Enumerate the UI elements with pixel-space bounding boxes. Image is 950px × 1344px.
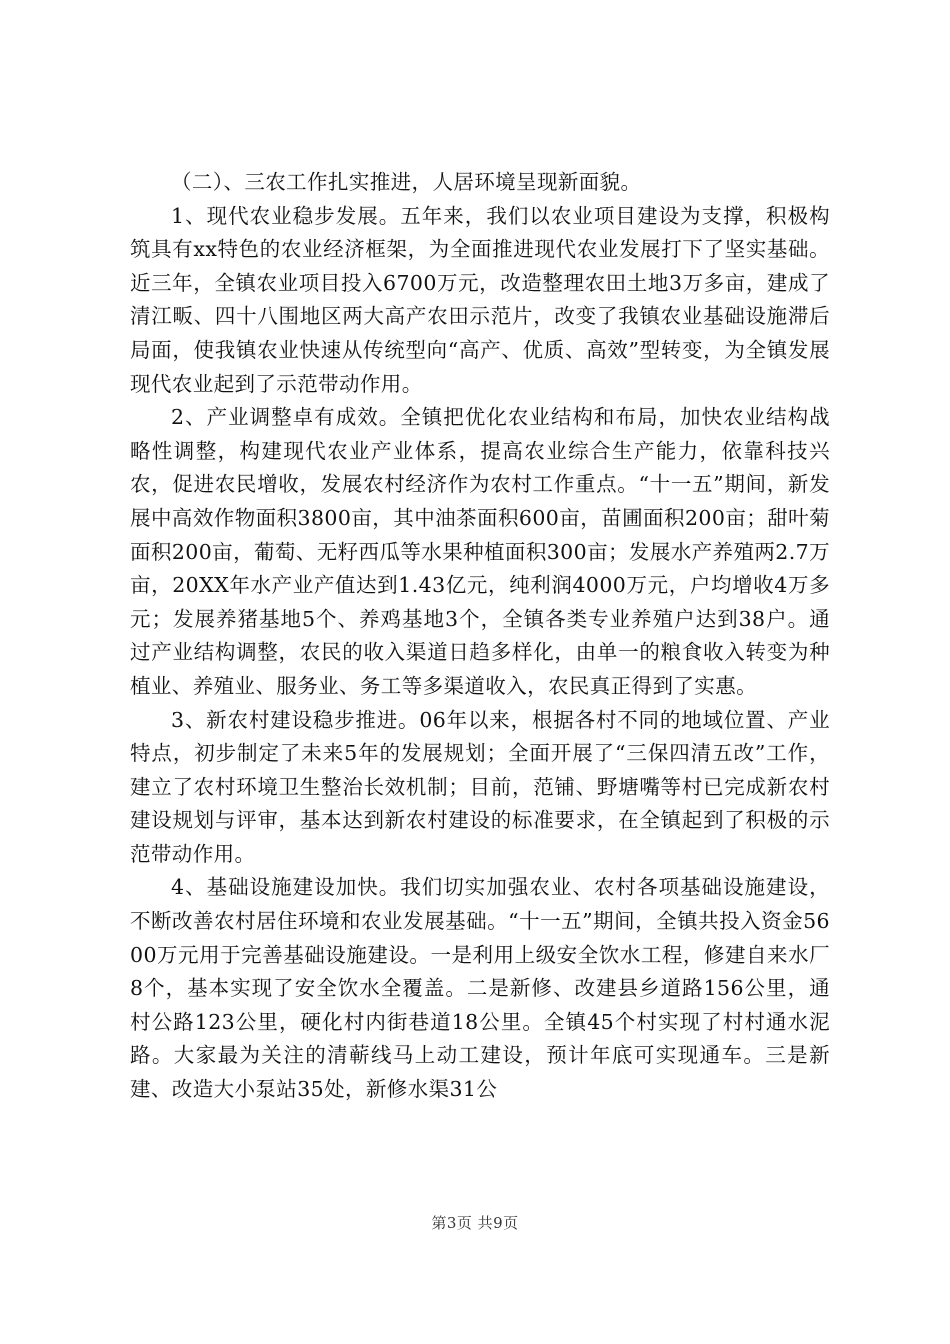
paragraph-modern-agriculture: 1、现代农业稳步发展。五年来，我们以农业项目建设为支撑，积极构筑具有xx特色的农业经济框架，为全面推进现代农业发展打下了坚实基础。近三年，全镇农业项目投入6700万元，改造整理农田土地3万多亩，建成了清江畈、四十八围地区两大高产农田示范片，改变了我镇农业基础设施滞后局面，使我镇农业快速从传统型向“高产、优质、高效”型转变，为全镇发展现代农业起到了示范带动作用。 (130, 203, 830, 396)
page-number-footer: 第3页 共9页 (431, 1214, 519, 1232)
paragraph-infrastructure: 4、基础设施建设加快。我们切实加强农业、农村各项基础设施建设，不断改善农村居住环境和农业发展基础。“十一五”期间，全镇共投入资金5600万元用于完善基础设施建设。一是利用上级安全饮水工程，修建自来水厂8个，基本实现了安全饮水全覆盖。二是新修、改建县乡道路156公里，通村公路123公里，硬化村内街巷道18公里。全镇45个村实现了村村通水泥路。大家最为关注的清蕲线马上动工建设，预计年底可实现通车。三是新建、改造大小泵站35处，新修水渠31公 (130, 875, 830, 1102)
section-heading: （二）、三农工作扎实推进，人居环境呈现新面貌。 (171, 170, 642, 194)
paragraph-new-countryside: 3、新农村建设稳步推进。06年以来，根据各村不同的地域位置、产业特点，初步制定了未来5年的发展规划；全面开展了“三保四清五改”工作，建立了农村环境卫生整治长效机制；目前，范铺、野塘嘴等村已完成新农村建设规划与评审，基本达到新农村建设的标准要求，在全镇起到了积极的示范带动作用。 (130, 707, 830, 866)
paragraph-industry-adjustment: 2、产业调整卓有成效。全镇把优化农业结构和布局，加快农业结构战略性调整，构建现代农业产业体系，提高农业综合生产能力，依靠科技兴农，促进农民增收，发展农村经济作为农村工作重点。“十一五”期间，新发展中高效作物面积3800亩，其中油茶面积600亩，苗圃面积200亩；甜叶菊面积200亩，葡萄、无籽西瓜等水果种植面积300亩；发展水产养殖两2.7万亩，20XX年水产业产值达到1.43亿元，纯利润4000万元，户均增收4万多元；发展养猪基地5个、养鸡基地3个，全镇各类专业养殖户达到38户。通过产业结构调整，农民的收入渠道日趋多样化，由单一的粮食收入转变为种植业、养殖业、服务业、务工等多渠道收入，农民真正得到了实惠。 (130, 405, 830, 698)
document-body (130, 166, 830, 1107)
